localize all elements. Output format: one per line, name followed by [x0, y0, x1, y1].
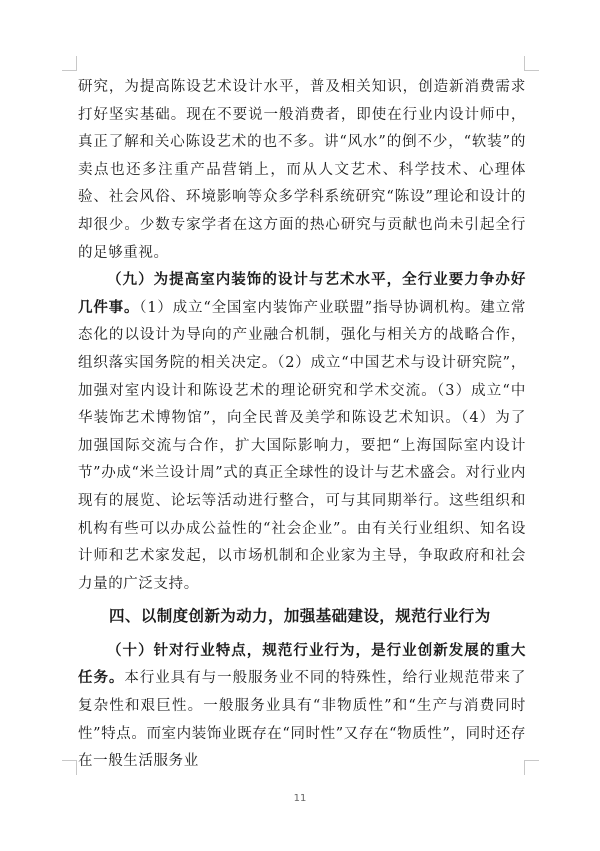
crop-mark-top-left — [62, 56, 77, 71]
section-heading: 四、以制度创新为动力，加强基础建设，规范行业行为 — [109, 607, 491, 626]
paragraph-continuation: 研究，为提高陈设艺术设计水平，普及相关知识，创造新消费需求打好坚实基础。现在不要说一般消费者，即使在行业内设计师中，真正了解和关心陈设艺术的也不多。讲“风水”的倒不少，“软装”的卖点也还多注重产品营销上，而从人文艺术、科学技术、心理体验、社会风俗、环境影响等众多学科系统研究“陈设”理论和设计的却很少。少数专家学者在这方面的热心研究与贡献也尚未引起全行的足够重视。 — [78, 79, 526, 261]
body-text — [78, 74, 526, 776]
crop-mark-bottom-right — [524, 760, 539, 775]
item-10-body: 本行业具有与一般服务业不同的特殊性，给行业规范带来了复杂性和艰巨性。一般服务业具有“非物质性”和“生产与消费同时性”特点。而室内装饰业既存在“同时性”又存在“物质性”，同时还存在一般生活服务业 — [78, 670, 526, 770]
crop-mark-bottom-left — [62, 760, 77, 775]
crop-mark-top-right — [524, 56, 539, 71]
paragraph-item-9 — [78, 267, 526, 598]
page-number: 11 — [293, 793, 307, 804]
item-10-heading: （十）针对行业特点，规范行业行为，是行业创新发展的重大任务。 — [78, 642, 526, 687]
item-9-heading: （九）为提高室内装饰的设计与艺术水平，全行业要力争办好几件事。 — [78, 272, 526, 316]
item-9-body: （1）成立“全国室内装饰产业联盟”指导协调机构。建立常态化的以设计为导向的产业融合机制，强化与相关方的战略合作，组织落实国务院的相关决定。（2）成立“中国艺术与设计研究院”，加强对室内设计和陈设艺术的理论研究和学术交流。（3）成立“中华装饰艺术博物馆”，向全民普及美学和陈设艺术知识。（4）为了加强国际交流与合作，扩大国际影响力，要把“上海国际室内设计节”办成“米兰设计周”式的真正全球性的设计与艺术盛会。对行业内现有的展览、论坛等活动进行整合，可与其同期举行。这些组织和机构有些可以办成公益性的“社会企业”。由有关行业组织、知名设计师和艺术家发起，以市场机制和企业家为主导，争取政府和社会力量的广泛支持。 — [78, 299, 526, 592]
paragraph-item-10 — [78, 638, 526, 776]
